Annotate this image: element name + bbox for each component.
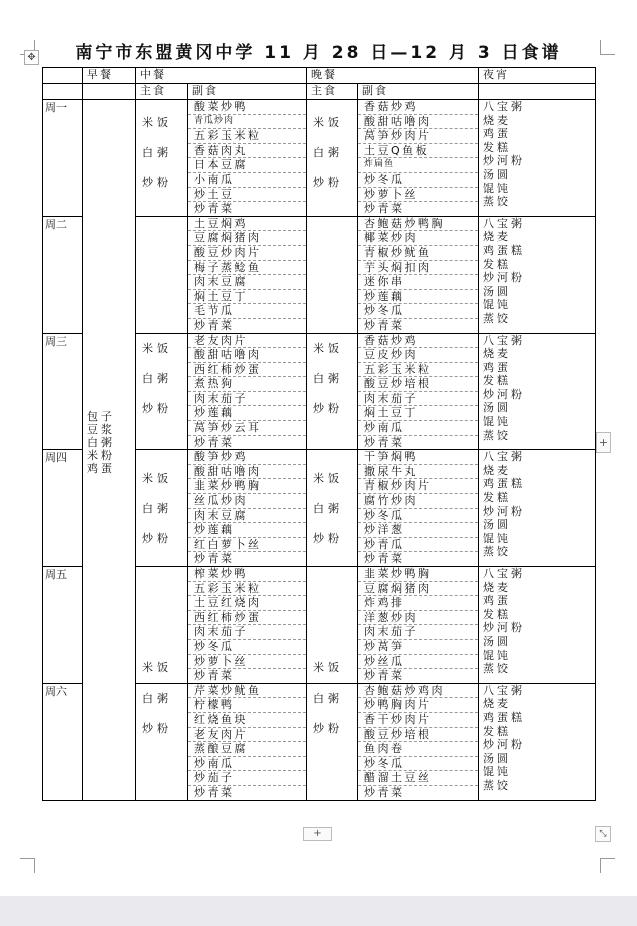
dish-item: 红烧鱼块 — [188, 713, 306, 728]
page-corner-mark — [20, 858, 35, 873]
snack-item: 鸡蛋糕 — [483, 243, 525, 257]
night-snack-cell[interactable] — [479, 333, 596, 450]
snack-item: 八宝粥 — [483, 100, 525, 113]
dish-item: 小南瓜 — [188, 173, 306, 188]
snack-item: 汤圆 — [483, 751, 511, 765]
staple-item: 炒粉 — [313, 176, 343, 189]
staple-item: 米饭 — [313, 341, 343, 355]
snack-item: 馄饨 — [483, 181, 511, 195]
dinner-side-cell[interactable] — [358, 683, 479, 800]
night-snack-cell[interactable] — [479, 216, 596, 333]
dish-item: 酸豆炒培根 — [358, 728, 478, 743]
snack-item: 发糕 — [483, 374, 511, 388]
night-snack-cell[interactable] — [479, 683, 596, 800]
snack-item: 烧麦 — [483, 230, 511, 244]
dish-item: 酸豆炒培根 — [358, 377, 478, 392]
dish-item: 肉末茄子 — [188, 625, 306, 640]
dish-item: 芋头焖扣肉 — [358, 261, 478, 276]
dish-item: 青椒炒肉片 — [358, 479, 478, 494]
dish-item: 酸甜咕噜肉 — [188, 348, 306, 363]
dinner-staple-cell[interactable] — [307, 100, 358, 217]
dish-item: 肉末豆腐 — [188, 275, 306, 290]
snack-item: 烧麦 — [483, 113, 511, 127]
day-label-cell[interactable] — [43, 100, 83, 217]
breakfast-item: 包子 — [87, 410, 115, 423]
lunch-side-cell[interactable] — [188, 100, 307, 217]
dish-item: 杏鲍菇炒鸡肉 — [358, 684, 478, 699]
snack-item: 鸡蛋 — [483, 127, 511, 141]
snack-item: 馄饨 — [483, 765, 511, 779]
snack-item: 鸡蛋糕 — [483, 477, 525, 491]
dish-item: 酸甜咕噜肉 — [358, 115, 478, 130]
dish-item: 炒青菜 — [194, 318, 235, 332]
dish-item: 莴笋炒肉片 — [358, 129, 478, 144]
dinner-staple-cell[interactable] — [307, 683, 358, 800]
snack-item: 烧麦 — [483, 347, 511, 361]
night-snack-cell[interactable] — [479, 100, 596, 217]
staple-item: 白粥 — [142, 691, 172, 705]
dish-item: 炒莴笋 — [358, 640, 478, 655]
dinner-staple-cell[interactable] — [307, 567, 358, 684]
dish-item: 酸豆炒肉片 — [188, 246, 306, 261]
dish-item: 莴笋炒云耳 — [188, 421, 306, 436]
snack-item: 馄饨 — [483, 531, 511, 545]
breakfast-cell[interactable] — [83, 100, 136, 801]
staple-item: 炒粉 — [142, 176, 172, 189]
dish-item: 酸甜咕噜肉 — [188, 465, 306, 480]
table-resize-handle-icon[interactable]: ⤡ — [595, 826, 611, 842]
breakfast-item: 豆浆 — [87, 423, 115, 436]
dish-item: 青瓜炒肉 — [188, 115, 306, 130]
dish-item: 炒南瓜 — [188, 757, 306, 772]
dish-item: 炒萝卜丝 — [358, 188, 478, 203]
page-title: 南宁市东盟黄冈中学 11 月 28 日—12 月 3 日食谱 — [75, 43, 562, 63]
dish-item: 土豆Q鱼板 — [358, 144, 478, 159]
table-move-handle-icon[interactable]: ✥ — [24, 50, 39, 65]
day-label: 周五 — [45, 568, 67, 581]
snack-item: 蒸饺 — [483, 545, 511, 559]
dish-item: 豆皮炒肉 — [358, 348, 478, 363]
dish-item: 炒青瓜 — [358, 538, 478, 553]
dish-item: 老友肉片 — [188, 728, 306, 743]
dish-item: 炒青菜 — [364, 435, 405, 449]
dish-item: 酸菜炒鸭 — [188, 100, 306, 115]
dish-item: 煮热狗 — [188, 377, 306, 392]
day-row — [43, 100, 596, 217]
snack-item: 八宝粥 — [483, 450, 525, 464]
lunch-header: 中餐 — [136, 68, 307, 84]
dish-item: 炒鸭胸肉片 — [358, 698, 478, 713]
dish-item: 炒青菜 — [364, 785, 405, 799]
snack-item: 馄饨 — [483, 648, 511, 662]
snack-item: 发糕 — [483, 257, 511, 271]
dish-item: 炒青菜 — [364, 669, 405, 683]
dish-item: 韭菜炒鸭胸 — [358, 567, 478, 582]
dish-item: 炒丝瓜 — [358, 655, 478, 670]
snack-item: 馄饨 — [483, 415, 511, 429]
staple-item: 米饭 — [142, 116, 172, 129]
dish-item: 土豆红烧肉 — [188, 596, 306, 611]
day-label-cell[interactable] — [43, 683, 83, 800]
snack-item: 蒸饺 — [483, 195, 511, 209]
dish-item: 榨菜炒鸭 — [188, 567, 306, 582]
snack-item: 发糕 — [483, 607, 511, 621]
dish-item: 肉末茄子 — [358, 625, 478, 640]
dish-item: 椰菜炒肉 — [358, 231, 478, 246]
staple-item: 米饭 — [313, 660, 343, 674]
page-corner-mark — [600, 40, 615, 55]
snack-item: 烧麦 — [483, 580, 511, 594]
staple-item: 白粥 — [313, 371, 343, 385]
lunch-staple-cell[interactable] — [136, 683, 188, 800]
snack-item: 汤圆 — [483, 284, 511, 298]
snack-item: 汤圆 — [483, 167, 511, 181]
staple-item: 米饭 — [142, 660, 172, 674]
dish-item: 梅子蒸鲶鱼 — [188, 261, 306, 276]
staple-item: 白粥 — [313, 691, 343, 705]
dish-item: 肉末豆腐 — [188, 509, 306, 524]
snack-item: 汤圆 — [483, 634, 511, 648]
add-column-button[interactable]: + — [596, 432, 611, 453]
snack-item: 发糕 — [483, 140, 511, 154]
dish-item: 炸鸡排 — [358, 596, 478, 611]
dish-item: 炒冬瓜 — [358, 757, 478, 772]
dish-item: 炒青菜 — [194, 552, 235, 566]
snack-item: 鸡蛋 — [483, 594, 511, 608]
dish-item: 炒洋葱 — [358, 523, 478, 538]
snack-item: 八宝粥 — [483, 216, 525, 230]
day-label: 周一 — [45, 101, 67, 114]
staple-item: 炒粉 — [313, 721, 343, 735]
lunch-staple-cell[interactable] — [136, 100, 188, 217]
dish-item: 焖土豆丁 — [358, 406, 478, 421]
document-canvas-bottom — [0, 896, 637, 926]
night-snack-cell[interactable] — [479, 450, 596, 567]
breakfast-item: 鸡蛋 — [87, 462, 115, 475]
dish-item: 炸扁鱼 — [358, 158, 478, 173]
dinner-side-cell[interactable] — [358, 100, 479, 217]
dish-item: 炒青菜 — [194, 435, 235, 449]
dish-item: 炒青菜 — [194, 669, 235, 683]
dish-item: 炒冬瓜 — [188, 640, 306, 655]
dish-item: 洋葱炒肉 — [358, 611, 478, 626]
snack-item: 发糕 — [483, 491, 511, 505]
dish-item: 韭菜炒鸭胸 — [188, 479, 306, 494]
staple-item: 米饭 — [142, 341, 172, 355]
staple-item: 白粥 — [313, 502, 343, 516]
day-label-cell[interactable] — [43, 567, 83, 684]
staple-item: 白粥 — [313, 146, 343, 159]
dish-item: 炒冬瓜 — [358, 173, 478, 188]
lunch-staple-cell[interactable] — [136, 216, 188, 333]
dish-item: 西红柿炒蛋 — [188, 611, 306, 626]
dish-item: 干笋焖鸭 — [358, 450, 478, 465]
dish-item: 炒莲藕 — [188, 523, 306, 538]
snack-item: 烧麦 — [483, 463, 511, 477]
dish-item: 醋溜土豆丝 — [358, 771, 478, 786]
dish-item: 炒青菜 — [194, 785, 235, 799]
dish-item: 五彩玉米粒 — [358, 363, 478, 378]
day-label: 周三 — [45, 334, 67, 348]
snack-item: 汤圆 — [483, 518, 511, 532]
staple-item: 炒粉 — [313, 401, 343, 415]
dish-item: 杏鲍菇炒鸭胸 — [358, 217, 478, 232]
day-label-cell[interactable] — [43, 333, 83, 450]
night-snack-cell[interactable] — [479, 567, 596, 684]
dinner-header: 晚餐 — [307, 68, 479, 84]
staple-item: 炒粉 — [142, 721, 172, 735]
snack-item: 发糕 — [483, 724, 511, 738]
staple-item: 米饭 — [313, 472, 343, 486]
dish-item: 土豆焖鸡 — [188, 217, 306, 232]
dish-item: 老友肉片 — [188, 334, 306, 349]
snack-item: 鸡蛋糕 — [483, 710, 525, 724]
lunch-side-cell[interactable] — [188, 567, 307, 684]
dinner-staple-cell[interactable] — [307, 216, 358, 333]
dish-item: 肉末茄子 — [358, 392, 478, 407]
dish-item: 炒青菜 — [364, 202, 405, 216]
day-label: 周四 — [45, 451, 67, 465]
snack-item: 蒸饺 — [483, 311, 511, 325]
dish-item: 西红柿炒蛋 — [188, 363, 306, 378]
dish-item: 炒莲藕 — [188, 406, 306, 421]
dish-item: 柠檬鸭 — [188, 698, 306, 713]
staple-item: 炒粉 — [313, 532, 343, 546]
night-snack-header: 夜宵 — [479, 68, 596, 84]
dish-item: 炒土豆 — [188, 188, 306, 203]
snack-item: 蒸饺 — [483, 428, 511, 442]
dinner-side-header: 副食 — [358, 84, 479, 100]
lunch-side-cell[interactable] — [188, 450, 307, 567]
snack-item: 炒河粉 — [483, 387, 525, 401]
dish-item: 青椒炒鱿鱼 — [358, 246, 478, 261]
snack-item: 鸡蛋 — [483, 360, 511, 374]
dish-item: 豆腐焖猪肉 — [358, 582, 478, 597]
dish-item: 鱼肉卷 — [358, 742, 478, 757]
lunch-side-cell[interactable] — [188, 216, 307, 333]
dish-item: 炒萝卜丝 — [188, 655, 306, 670]
day-label: 周六 — [45, 684, 67, 698]
snack-item: 蒸饺 — [483, 662, 511, 676]
snack-item: 汤圆 — [483, 401, 511, 415]
dinner-staple-cell[interactable] — [307, 450, 358, 567]
dish-item: 毛节瓜 — [188, 304, 306, 319]
dish-item: 豆腐焖猪肉 — [188, 231, 306, 246]
dish-item: 红白萝卜丝 — [188, 538, 306, 553]
snack-item: 八宝粥 — [483, 683, 525, 697]
dish-item: 炒青菜 — [364, 552, 405, 566]
snack-item: 炒河粉 — [483, 504, 525, 518]
snack-item: 八宝粥 — [483, 333, 525, 347]
dish-item: 五彩玉米粒 — [188, 582, 306, 597]
lunch-staple-cell[interactable] — [136, 450, 188, 567]
dish-item: 炒冬瓜 — [358, 509, 478, 524]
dish-item: 肉末茄子 — [188, 392, 306, 407]
dish-item: 腐竹炒肉 — [358, 494, 478, 509]
dinner-side-cell[interactable] — [358, 450, 479, 567]
blank-subheader — [83, 84, 136, 100]
corner-header-cell — [43, 68, 83, 84]
dish-item: 酸笋炒鸡 — [188, 450, 306, 465]
staple-item: 白粥 — [142, 371, 172, 385]
blank-subheader — [43, 84, 83, 100]
staple-item: 白粥 — [142, 146, 172, 159]
snack-item: 烧麦 — [483, 697, 511, 711]
dinner-staple-header: 主食 — [307, 84, 358, 100]
snack-item: 炒河粉 — [483, 738, 525, 752]
lunch-staple-header: 主食 — [136, 84, 188, 100]
dish-item: 炒莲藕 — [358, 290, 478, 305]
dish-item: 香菇肉丸 — [188, 144, 306, 159]
dish-item: 日本豆腐 — [188, 158, 306, 173]
dinner-side-cell[interactable] — [358, 333, 479, 450]
lunch-staple-cell[interactable] — [136, 567, 188, 684]
dish-item: 炒冬瓜 — [358, 304, 478, 319]
staple-item: 米饭 — [142, 472, 172, 486]
dish-item: 蒸酿豆腐 — [188, 742, 306, 757]
dish-item: 炒南瓜 — [358, 421, 478, 436]
add-row-button[interactable]: + — [303, 827, 332, 841]
snack-item: 八宝粥 — [483, 567, 525, 580]
lunch-side-cell[interactable] — [188, 683, 307, 800]
dish-item: 香菇炒鸡 — [358, 334, 478, 349]
dinner-staple-cell[interactable] — [307, 333, 358, 450]
dish-item: 焖土豆丁 — [188, 290, 306, 305]
snack-item: 馄饨 — [483, 298, 511, 312]
snack-item: 炒河粉 — [483, 154, 525, 168]
dish-item: 五彩玉米粒 — [188, 129, 306, 144]
day-label-cell[interactable] — [43, 216, 83, 333]
dish-item: 撒尿牛丸 — [358, 465, 478, 480]
staple-item: 白粥 — [142, 502, 172, 516]
dinner-side-cell[interactable] — [358, 216, 479, 333]
dish-item: 炒青菜 — [194, 202, 235, 216]
snack-item: 炒河粉 — [483, 271, 525, 285]
snack-item: 蒸饺 — [483, 778, 511, 792]
lunch-side-header: 副食 — [188, 84, 307, 100]
dish-item: 迷你串 — [358, 275, 478, 290]
snack-item: 炒河粉 — [483, 621, 525, 635]
staple-item: 米饭 — [313, 116, 343, 129]
dish-item: 芹菜炒鱿鱼 — [188, 684, 306, 699]
breakfast-header: 早餐 — [83, 68, 136, 84]
day-label-cell[interactable] — [43, 450, 83, 567]
dish-item: 炒茄子 — [188, 771, 306, 786]
staple-item: 炒粉 — [142, 401, 172, 415]
staple-item: 炒粉 — [142, 532, 172, 546]
dish-item: 炒青菜 — [364, 318, 405, 332]
lunch-side-cell[interactable] — [188, 333, 307, 450]
blank-subheader — [479, 84, 596, 100]
dish-item: 丝瓜炒肉 — [188, 494, 306, 509]
breakfast-item: 米粉 — [87, 449, 115, 462]
dinner-side-cell[interactable] — [358, 567, 479, 684]
menu-table — [42, 67, 596, 801]
lunch-staple-cell[interactable] — [136, 333, 188, 450]
dish-item: 香干炒肉片 — [358, 713, 478, 728]
page-corner-mark — [600, 858, 615, 873]
day-label: 周二 — [45, 217, 67, 231]
breakfast-item: 白粥 — [87, 436, 115, 449]
dish-item: 香菇炒鸡 — [358, 100, 478, 115]
